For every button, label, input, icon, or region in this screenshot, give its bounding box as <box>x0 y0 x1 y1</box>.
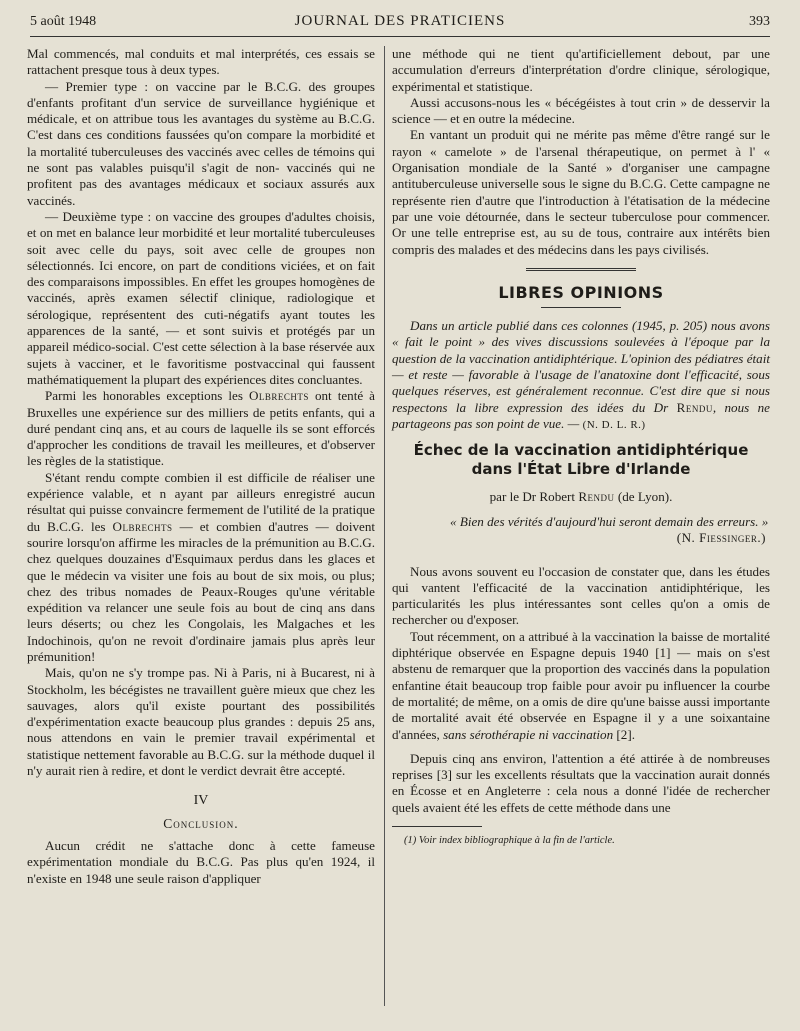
page-number: 393 <box>749 14 770 29</box>
section-heading: LIBRES OPINIONS <box>498 282 664 302</box>
editor-signature: (N. D. L. R.) <box>582 418 646 431</box>
paragraph: Nous avons souvent eu l'occasion de constater que, dans les études qui vantent l'efficacité de la vaccination antidiphtérique, les particularités les plus intéressantes sont celles qu'on a omis de rechercher ou d'exposer. <box>392 563 770 628</box>
section-number: IV <box>193 793 209 809</box>
text-run: , nous ne partageons pas son point de vue. — <box>392 399 770 431</box>
article-title-line: dans l'État Libre d'Irlande <box>471 460 691 479</box>
epigraph <box>450 514 770 546</box>
text-run: Tout récemment, on a attribué à la vaccination la baisse de mortalité diphtérique observée en Espagne depuis 1940 [1] — mais on s'est abstenu de remarquer que la proportion des vaccinés dans la population enfantine était beaucoup trop faible pour avoir pu influencer la courbe de mortalité; de même, on a omis de dire qu'une baisse aussi importante de mortalité avait été observée en Espagne il y a une soixantaine d'années, <box>392 628 770 742</box>
paragraph <box>27 470 375 666</box>
byline <box>392 489 770 505</box>
editor-note <box>392 318 770 433</box>
paragraph <box>27 388 375 469</box>
article-title <box>392 441 770 479</box>
left-column <box>27 46 375 887</box>
issue-date: 5 août 1948 <box>30 14 97 29</box>
text-run: (de Lyon). <box>614 489 673 505</box>
text-run: Parmi les honorables exceptions les <box>45 388 249 404</box>
journal-title: JOURNAL DES PRATICIENS <box>294 13 506 29</box>
paragraph: Aucun crédit ne s'attache donc à cette fameuse expérimentation mondiale du B.C.G. Pas plus qu'en 1924, il n'existe en 1948 une seule raison d'appliquer <box>27 837 375 886</box>
paragraph: Aussi accusons-nous les « bécégéistes à tout crin » de desservir la science — et en outre la médecine. <box>392 94 770 127</box>
paragraph: une méthode qui ne tient qu'artificiellement debout, par une accumulation d'erreurs d'interprétation d'ordre clinique, sérologique, expérimental et statistique. <box>392 46 770 94</box>
text-run: [2]. <box>613 726 635 742</box>
article-title-line: Échec de la vaccination antidiphtérique <box>413 441 749 460</box>
column-divider <box>384 46 385 1006</box>
section-title: Conclusion. <box>163 815 239 831</box>
paragraph: Depuis cinq ans environ, l'attention a été attirée à de nombreuses reprises [3] sur les excellents résultats que la vaccination aurait donnés en Écosse et en Angleterre : cela nous a donné l'idée de rechercher quels avaient été les effets de cette méthode dans une <box>392 750 770 815</box>
text-run: par le Dr Robert <box>489 489 579 505</box>
author-name: Olbrechts <box>248 388 309 404</box>
section-separator <box>526 268 636 271</box>
emphasis: sans sérothérapie ni vaccination <box>443 726 614 742</box>
footnote: (1) Voir index bibliographique à la fin de l'article. <box>404 834 615 846</box>
author-name: Rendu <box>578 489 615 505</box>
header-rule <box>30 36 770 37</box>
footnote-rule <box>392 826 482 827</box>
epigraph-author: (N. Fiessinger.) <box>676 529 766 545</box>
author-name: Olbrechts <box>112 518 173 534</box>
paragraph: Mal commencés, mal conduits et mal interprétés, ces essais se rattachent presque tous à deux types. <box>27 46 375 78</box>
text-run: — et combien d'autres — doivent sourire lorsqu'on affirme les miracles de la prémunition au B.C.G. chez quelques douzaines d'Esquimaux perdus dans les glaces et que le médecin va visiter une fois au bout de six mois, ou plus; chez des tribus nomades de Peaux-Rouges qu'une véritable expédition va relancer une seule fois au bout de cinq ans dans leurs déserts; ou chez les Congolais, les Malgaches et les Indochinois, qu'on ne revoit d'ordinaire jamais plus après leur prémunition! <box>27 518 376 664</box>
right-column <box>392 46 770 849</box>
page-header <box>30 12 770 34</box>
text-run: Dans un article publié dans ces colonnes (1945, p. 205) nous avons « fait le point » des vives discussions soulevées à l'époque par la question de la vaccination antidiphtérique. L'opinion des pédiatres était — et reste — favorable à l'usage de l'anatoxine dont l'efficacité, sous quelques réserves, est généralement reconnue. C'est dire que si nous respectons la libre expression des idées du Dr <box>392 318 770 415</box>
epigraph-quote: « Bien des vérités d'aujourd'hui seront demain des erreurs. » <box>450 513 769 529</box>
text-run: ont tenté à Bruxelles une expérience sur des milliers de petits enfants, qui a duré pendant cinq ans, et au cours de laquelle ils se sont efforcés d'approcher les conditions de travail les meilleures, et d'observer les règles de la statistique. <box>27 388 375 469</box>
paragraph: Mais, qu'on ne s'y trompe pas. Ni à Paris, ni à Bucarest, ni à Stockholm, les bécégistes ne travaillent guère mieux que chez les sauvages, alors qu'il existe pourtant des possibilités d'expérimentation exacte beaucoup plus grandes : depuis 25 ans, nous attendons en vain le premier travail expérimental et statistique nettement favorable au B.C.G. sur la méthode duquel il n'y aurait rien à redire, et dont le verdict devrait être accepté. <box>27 665 375 779</box>
paragraph: — Deuxième type : on vaccine des groupes d'adultes choisis, et on met en balance leur morbidité et leur mortalité tuberculeuses soit avec celle du pays, soit avec celle de groupes non sélectionnés. Ici encore, on part de conditions viciées, et on fait des comparaisons impossibles. En effet les groupes homogènes de vaccinés, après examen sélectif clinique, radiologique et sérologique, représentent des cuti-négatifs ayant toutes les apparences de la santé, — et sont suivis et protégés par un appareil médico-social. C'est cette sélection à la base réservée aux sujets à vacciner, et le favoritisme postvaccinal qui faussent mathématiquement la plupart des expériences dites concluantes. <box>27 208 375 387</box>
author-name: Rendu <box>676 399 713 415</box>
paragraph: En vantant un produit qui ne mérite pas même d'être rangé sur le rayon « camelote » de l'arsenal thérapeutique, on permet à l' « Organisation mondiale de la Santé » d'organiser une campagne antituberculeuse universelle sous le signe du B.C.G. Cette campagne ne représente rien d'autre que l'introduction à l'étatisation de la médecine par une voie détournée, dans le secteur tuberculose pour commencer. Or une telle entreprise est, au su de tous, contraire aux intérêts bien compris des malades et des médecins dans les pays civilisés. <box>392 127 770 257</box>
paragraph: — Premier type : on vaccine par le B.C.G. des groupes d'enfants profitant d'un service de surveillance hygiénique et médicale, et on attribue tous les avantages du système au B.C.G. C'est dans ces conditions faussées qu'on compare la morbidité et la mortalité tuberculeuses des vaccinés avec celles de témoins qui ne sont pas valables puisqu'il s'agit de non- vaccinés qui ne profitent pas des avantages médicaux et sociaux assurés aux vaccinés. <box>27 78 375 208</box>
heading-rule <box>541 307 621 308</box>
text-run: S'étant rendu compte combien il est difficile de réaliser une expérience valable, et n ayant par ailleurs enregistré aucun résultat qui puisse convaincre fermement de l'utilité de la pratique du B.C.G. les <box>27 469 375 534</box>
paragraph <box>392 629 770 743</box>
